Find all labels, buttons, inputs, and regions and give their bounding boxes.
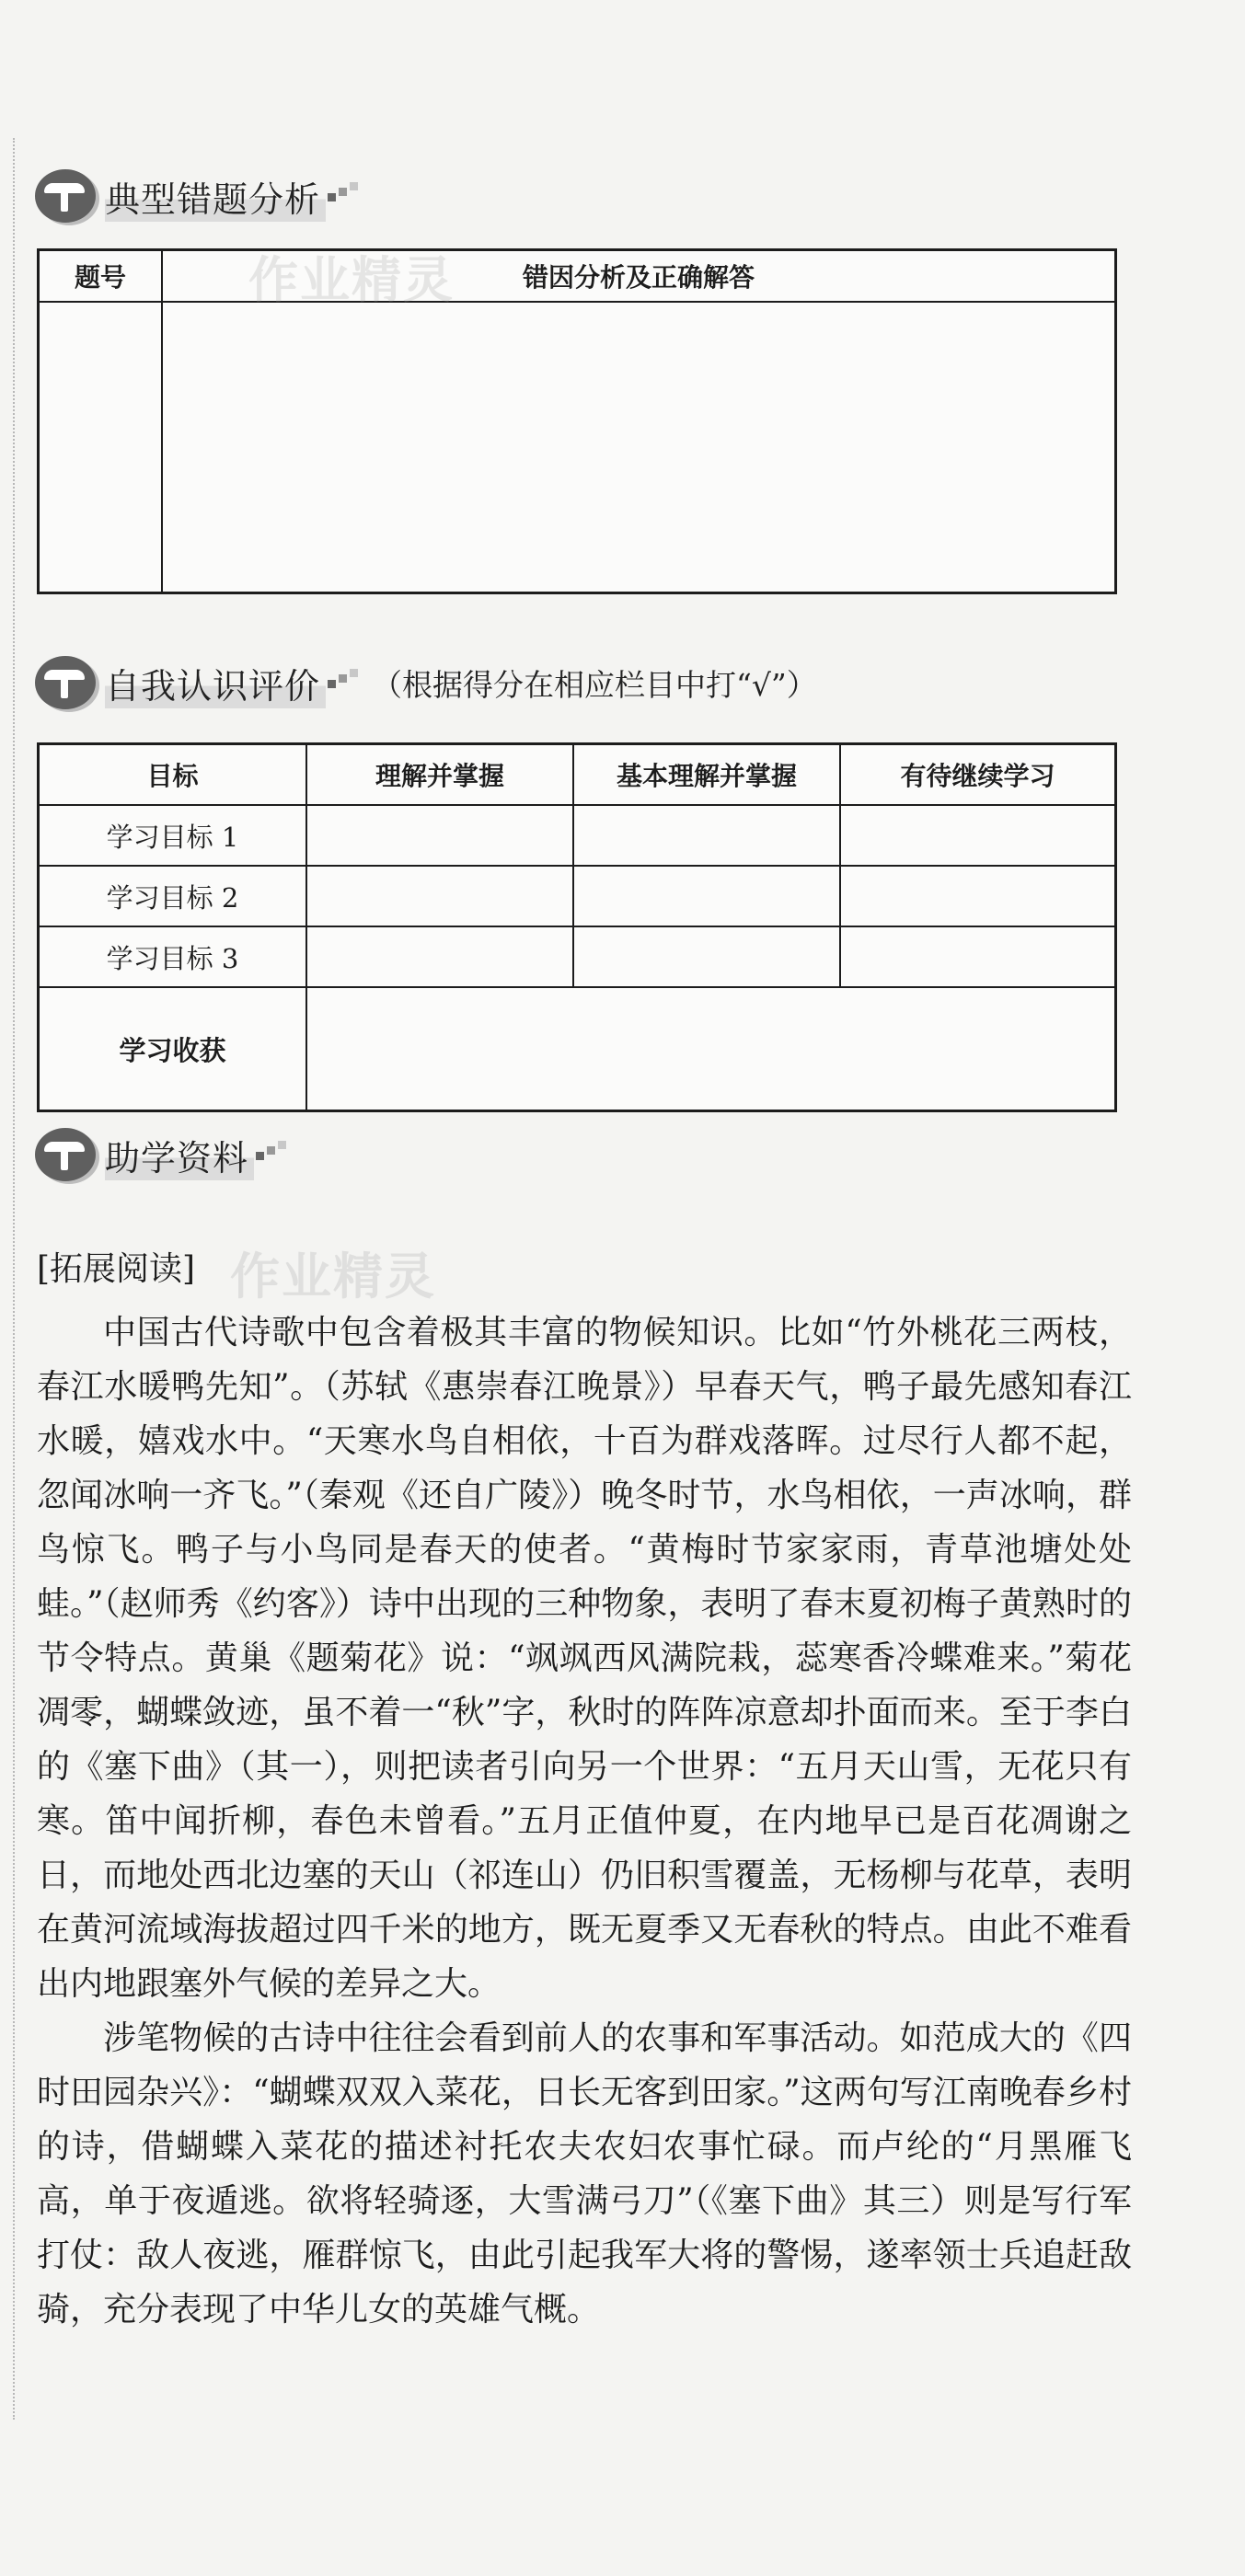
umbrella-logo-icon [35,1128,96,1181]
watermark-text: 作业精灵 [248,251,455,309]
table-row [39,926,1116,987]
goal-label: 学习目标 3 [39,926,307,987]
decor-squares-icon [328,669,361,696]
basically-mastered-checkbox-cell[interactable] [573,866,840,926]
extended-reading-tag: [拓展阅读] [37,1250,196,1288]
decor-squares-icon [328,182,361,210]
errors-section-title: 典型错题分析 [105,171,326,222]
need-more-study-checkbox-cell[interactable] [840,926,1116,987]
need-more-study-checkbox-cell[interactable] [840,866,1116,926]
study-gain-label: 学习收获 [39,987,307,1111]
self-eval-instruction: （根据得分在相应栏目中打“√”） [372,666,817,703]
error-analysis-table [37,248,1117,594]
decor-squares-icon [256,1141,289,1168]
self-eval-section-header [35,650,817,715]
umbrella-logo-icon [35,169,96,223]
mastered-checkbox-cell[interactable] [306,805,573,866]
study-gain-cell[interactable] [306,987,1116,1111]
watermark-text: 作业精灵 [230,1248,436,1305]
table-row [39,987,1116,1111]
basically-mastered-checkbox-cell[interactable] [573,926,840,987]
table-row [39,805,1116,866]
question-no-cell[interactable] [39,302,163,593]
mastered-checkbox-cell[interactable] [306,926,573,987]
page-margin-rule [13,138,15,2420]
goal-label: 学习目标 2 [39,866,307,926]
column-header-question-no: 题号 [39,250,163,303]
self-eval-section-title: 自我认识评价 [105,658,326,708]
umbrella-logo-icon [35,656,96,709]
mastered-checkbox-cell[interactable] [306,866,573,926]
table-row [39,866,1116,926]
reading-paragraph: 中国古代诗歌中包含着极其丰富的物候知识。比如“竹外桃花三两枝，春江水暖鸭先知”。（苏轼《惠崇春江晚景》）早春天气，鸭子最先感知春江水暖，嬉戏水中。“天寒水鸟自相依，十百为群戏落晖。过尽行人都不起，忽闻冰响一齐飞。”（秦观《还自广陵》）晚冬时节，水鸟相依，一声冰响，群鸟惊飞。鸭子与小鸟同是春天的使者。“黄梅时节家家雨，青草池塘处处蛙。”（赵师秀《约客》）诗中出现的三种物象，表明了春末夏初梅子黄熟时的节令特点。黄巢《题菊花》说：“飒飒西风满院栽，蕊寒香冷蝶难来。”菊花凋零，蝴蝶敛迹，虽不着一“秋”字，秋时的阵阵凉意却扑面而来。至于李白的《塞下曲》（其一），则把读者引向另一个世界：“五月天山雪，无花只有寒。笛中闻折柳，春色未曾看。”五月正值仲夏，在内地早已是百花凋谢之日，而地处西北边塞的天山（祁连山）仍旧积雪覆盖，无杨柳与花草，表明在黄河流域海拔超过四千米的地方，既无夏季又无春秋的特点。由此不难看出内地跟塞外气候的差异之大。 [37,1314,1132,2003]
column-header-goal: 目标 [39,744,307,806]
errors-section-header [35,164,361,228]
basically-mastered-checkbox-cell[interactable] [573,805,840,866]
reading-paragraph: 涉笔物候的古诗中往往会看到前人的农事和军事活动。如范成大的《四时田园杂兴》：“蝴蝶双双入菜花，日长无客到田家。”这两句写江南晚春乡村的诗，借蝴蝶入菜花的描述衬托农夫农妇农事忙碌。而卢纶的“月黑雁飞高，单于夜遁逃。欲将轻骑逐，大雪满弓刀”（《塞下曲》其三）则是写行军打仗：敌人夜逃，雁群惊飞，由此引起我军大将的警惕，遂率领士兵追赶敌骑，充分表现了中华儿女的英雄气概。 [37,2019,1132,2329]
column-header-mastered: 理解并掌握 [306,744,573,806]
need-more-study-checkbox-cell[interactable] [840,805,1116,866]
extended-reading [37,1242,1132,2337]
study-material-section-title: 助学资料 [105,1130,254,1180]
error-analysis-cell[interactable] [162,302,1116,593]
goal-label: 学习目标 1 [39,805,307,866]
study-material-section-header [35,1122,289,1187]
column-header-basically-mastered: 基本理解并掌握 [573,744,840,806]
self-eval-table [37,742,1117,1112]
column-header-need-more-study: 有待继续学习 [840,744,1116,806]
column-header-error-analysis: 错因分析及正确解答 [162,250,1116,303]
